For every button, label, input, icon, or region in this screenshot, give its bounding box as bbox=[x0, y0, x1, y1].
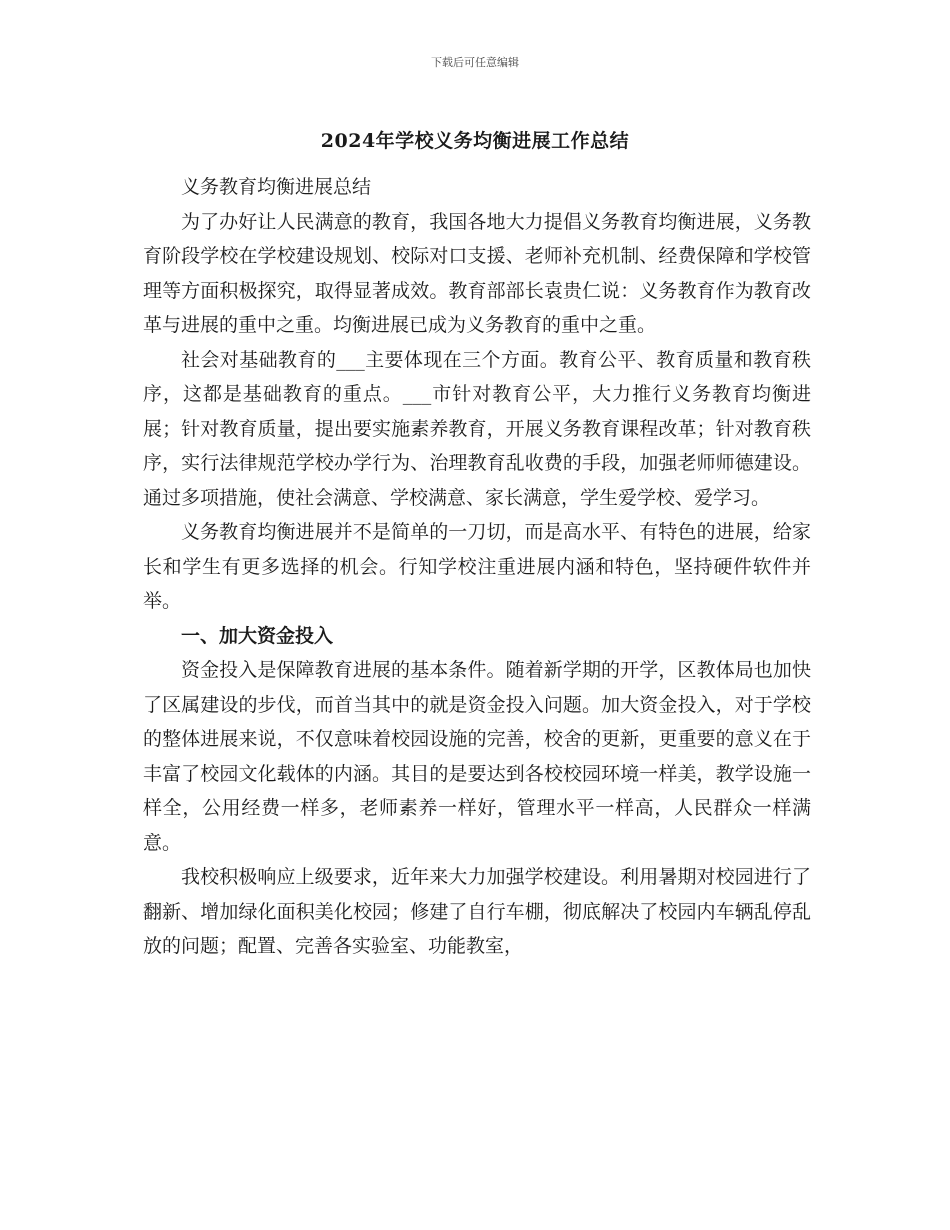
section-paragraph-1: 资金投入是保障教育进展的基本条件。随着新学期的开学，区教体局也加快了区属建设的步伐，而首当其中的就是资金投入问题。加大资金投入，对于学校的整体进展来说，不仅意味着校园设施的完善，校舍的更新，更重要的意义在于丰富了校园文化载体的内涵。其目的是要达到各校校园环境一样美，教学设施一样全，公用经费一样多，老师素养一样好，管理水平一样高，人民群众一样满意。 bbox=[143, 659, 811, 854]
document-body bbox=[143, 170, 811, 964]
body-paragraph-1: 为了办好让人民满意的教育，我国各地大力提倡义务教育均衡进展，义务教育阶段学校在学校建设规划、校际对口支援、老师补充机制、经费保障和学校管理等方面积极探究，取得显著成效。教育部部长袁贵仁说：义务教育作为教育改革与进展的重中之重。均衡进展已成为义务教育的重中之重。 bbox=[143, 210, 811, 336]
document-title: 2024年学校义务均衡进展工作总结 bbox=[320, 130, 630, 152]
section-paragraph-2: 我校积极响应上级要求，近年来大力加强学校建设。利用暑期对校园进行了翻新、增加绿化面积美化校园；修建了自行车棚，彻底解决了校园内车辆乱停乱放的问题；配置、完善各实验室、功能教室， bbox=[143, 866, 811, 957]
body-paragraph-3: 义务教育均衡进展并不是简单的一刀切，而是高水平、有特色的进展，给家长和学生有更多选择的机会。行知学校注重进展内涵和特色，坚持硬件软件并举。 bbox=[143, 521, 811, 612]
body-paragraph-2: 社会对基础教育的___主要体现在三个方面。教育公平、教育质量和教育秩序，这都是基础教育的重点。___市针对教育公平，大力推行义务教育均衡进展；针对教育质量，提出要实施素养教育，开展义务教育课程改革；针对教育秩序，实行法律规范学校办学行为、治理教育乱收费的手段，加强老师师德建设。通过多项措施，使社会满意、学校满意、家长满意，学生爱学校、爱学习。 bbox=[143, 348, 811, 509]
document-subtitle: 义务教育均衡进展总结 bbox=[181, 176, 372, 198]
header-note: 下载后可任意编辑 bbox=[431, 56, 519, 69]
section-heading: 一、加大资金投入 bbox=[181, 624, 334, 647]
